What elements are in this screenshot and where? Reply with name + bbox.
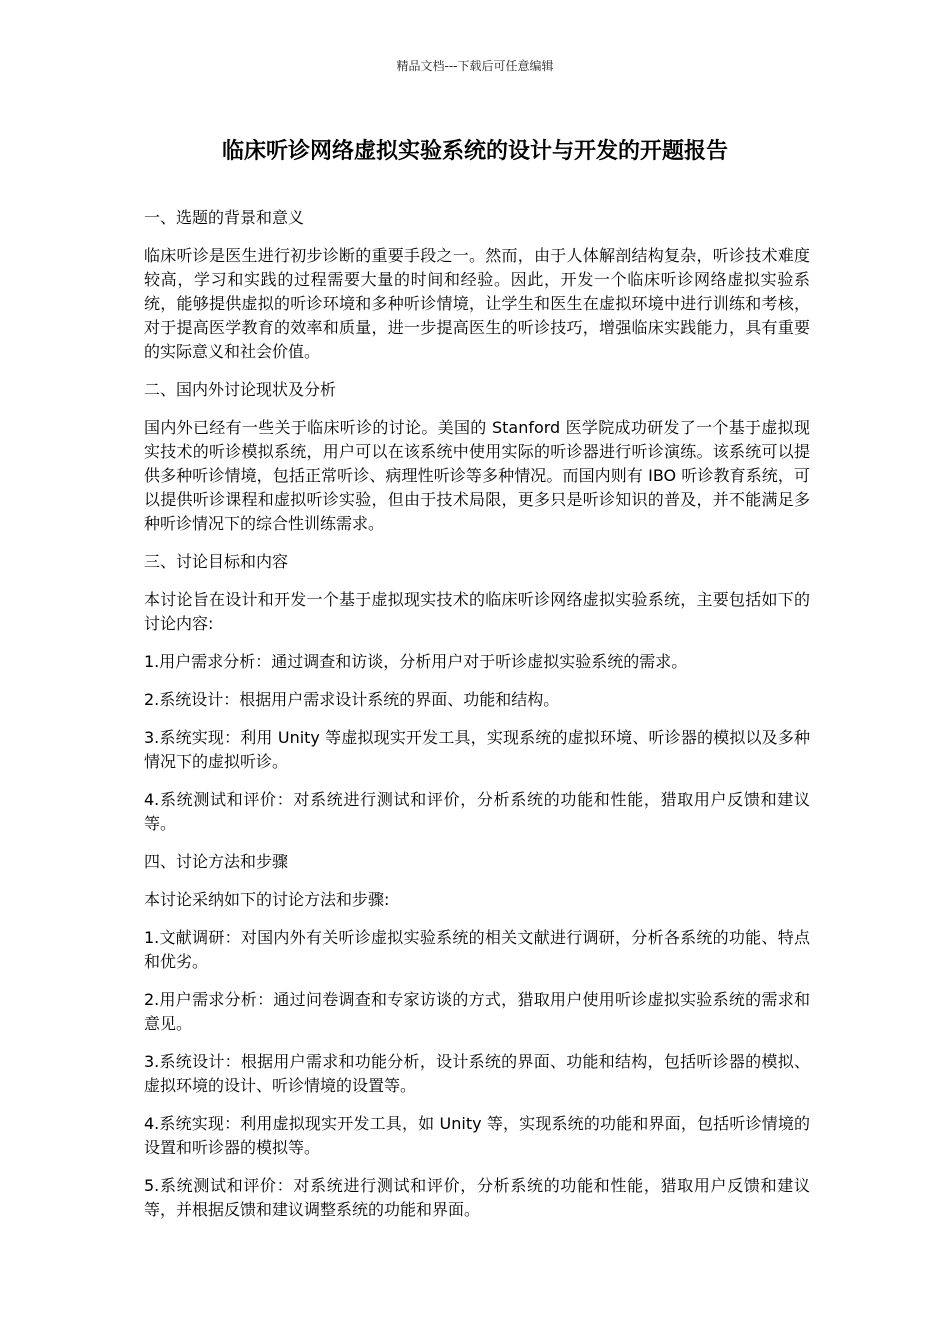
section-heading-research-status: 二、国内外讨论现状及分析 <box>144 380 337 399</box>
list-item-method-1: 1.文献调研：对国内外有关听诊虚拟实验系统的相关文献进行调研，分析各系统的功能、特点和优劣。 <box>144 928 810 971</box>
list-item-goal-3: 3.系统实现：利用 Unity 等虚拟现实开发工具，实现系统的虚拟环境、听诊器的模拟以及多种情况下的虚拟听诊。 <box>144 728 810 771</box>
document-title: 临床听诊网络虚拟实验系统的设计与开发的开题报告 <box>221 139 728 164</box>
paragraph-background: 临床听诊是医生进行初步诊断的重要手段之一。然而，由于人体解剖结构复杂，听诊技术难度较高，学习和实践的过程需要大量的时间和经验。因此，开发一个临床听诊网络虚拟实验系统，能够提供虚拟的听诊环境和多种听诊情境，让学生和医生在虚拟环境中进行训练和考核，对于提高医学教育的效率和质量，进一步提高医生的听诊技巧，增强临床实践能力，具有重要的实际意义和社会价值。 <box>144 246 810 361</box>
document-body <box>144 206 810 1236</box>
header-note: 精品文档---下载后可任意编辑 <box>396 59 554 73</box>
list-item-goal-1: 1.用户需求分析：通过调查和访谈，分析用户对于听诊虚拟实验系统的需求。 <box>144 652 688 671</box>
section-heading-goals: 三、讨论目标和内容 <box>144 552 289 571</box>
section-heading-methods: 四、讨论方法和步骤 <box>144 852 289 871</box>
paragraph-research-status: 国内外已经有一些关于临床听诊的讨论。美国的 Stanford 医学院成功研发了一个基于虚拟现实技术的听诊模拟系统，用户可以在该系统中使用实际的听诊器进行听诊演练。该系统可以提供多种听诊情境，包括正常听诊、病理性听诊等多种情况。而国内则有 IBO 听诊教育系统，可以提供听诊课程和虚拟听诊实验，但由于技术局限，更多只是听诊知识的普及，并不能满足多种听诊情况下的综合性训练需求。 <box>144 418 810 533</box>
list-item-goal-4: 4.系统测试和评价：对系统进行测试和评价，分析系统的功能和性能，猎取用户反馈和建议等。 <box>144 790 810 833</box>
list-item-method-4: 4.系统实现：利用虚拟现实开发工具，如 Unity 等，实现系统的功能和界面，包括听诊情境的设置和听诊器的模拟等。 <box>144 1114 810 1157</box>
list-item-method-3: 3.系统设计：根据用户需求和功能分析，设计系统的界面、功能和结构，包括听诊器的模拟、虚拟环境的设计、听诊情境的设置等。 <box>144 1052 810 1095</box>
paragraph-goals-intro: 本讨论旨在设计和开发一个基于虚拟现实技术的临床听诊网络虚拟实验系统，主要包括如下的讨论内容: <box>144 590 810 633</box>
paragraph-methods-intro: 本讨论采纳如下的讨论方法和步骤: <box>144 890 390 909</box>
list-item-method-5: 5.系统测试和评价：对系统进行测试和评价，分析系统的功能和性能，猎取用户反馈和建议等，并根据反馈和建议调整系统的功能和界面。 <box>144 1176 810 1219</box>
list-item-goal-2: 2.系统设计：根据用户需求设计系统的界面、功能和结构。 <box>144 690 560 709</box>
list-item-method-2: 2.用户需求分析：通过问卷调查和专家访谈的方式，猎取用户使用听诊虚拟实验系统的需求和意见。 <box>144 990 810 1033</box>
section-heading-background: 一、选题的背景和意义 <box>144 208 305 227</box>
